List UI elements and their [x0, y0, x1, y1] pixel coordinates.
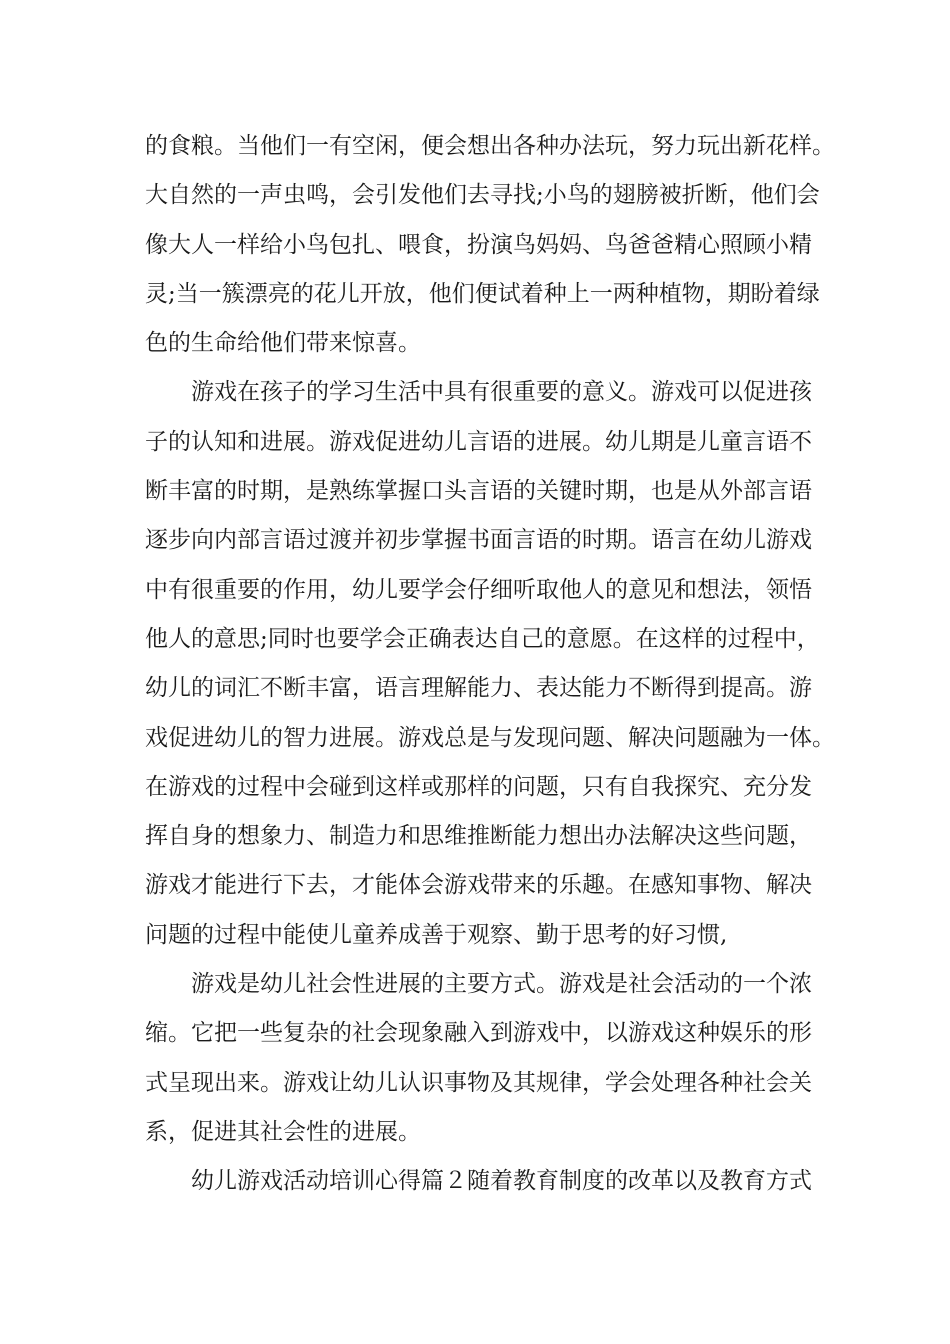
body-text	[145, 122, 835, 1207]
text-line: 中有很重要的作用，幼儿要学会仔细听取他人的意见和想法，领悟	[145, 576, 812, 603]
text-line: 式呈现出来。游戏让幼儿认识事物及其规律，学会处理各种社会关	[145, 1069, 812, 1096]
text-line: 戏促进幼儿的智力进展。游戏总是与发现问题、解决问题融为一体。	[145, 724, 835, 751]
text-line: 色的生命给他们带来惊喜。	[145, 330, 421, 357]
text-line: 问题的过程中能使儿童养成善于观察、勤于思考的好习惯,	[145, 921, 728, 948]
text-line: 幼儿的词汇不断丰富，语言理解能力、表达能力不断得到提高。游	[145, 675, 812, 702]
text-line: 游戏是幼儿社会性进展的主要方式。游戏是社会活动的一个浓	[191, 971, 812, 998]
text-line: 他人的意思;同时也要学会正确表达自己的意愿。在这样的过程中，	[145, 625, 820, 652]
text-line: 缩。它把一些复杂的社会现象融入到游戏中，以游戏这种娱乐的形	[145, 1020, 812, 1047]
text-line: 游戏才能进行下去，才能体会游戏带来的乐趣。在感知事物、解决	[145, 872, 812, 899]
text-line: 大自然的一声虫鸣，会引发他们去寻找;小鸟的翅膀被折断，他们会	[145, 182, 820, 209]
text-line: 系，促进其社会性的进展。	[145, 1118, 421, 1145]
text-line: 游戏在孩子的学习生活中具有很重要的意义。游戏可以促进孩	[191, 379, 812, 406]
text-line: 子的认知和进展。游戏促进幼儿言语的进展。幼儿期是儿童言语不	[145, 428, 812, 455]
text-line: 幼儿游戏活动培训心得篇２随着教育制度的改革以及教育方式	[191, 1168, 812, 1195]
text-line: 逐步向内部言语过渡并初步掌握书面言语的时期。语言在幼儿游戏	[145, 527, 812, 554]
text-line: 挥自身的想象力、制造力和思维推断能力想出办法解决这些问题，	[145, 823, 812, 850]
text-line: 的食粮。当他们一有空闲，便会想出各种办法玩，努力玩出新花样。	[145, 133, 835, 159]
text-line: 像大人一样给小鸟包扎、喂食，扮演鸟妈妈、鸟爸爸精心照顾小精	[145, 231, 812, 258]
text-line: 断丰富的时期，是熟练掌握口头言语的关键时期，也是从外部言语	[145, 478, 812, 505]
text-line: 灵;当一簇漂亮的花儿开放，他们便试着种上一两种植物，期盼着绿	[145, 280, 820, 307]
text-line: 在游戏的过程中会碰到这样或那样的问题，只有自我探究、充分发	[145, 773, 812, 800]
